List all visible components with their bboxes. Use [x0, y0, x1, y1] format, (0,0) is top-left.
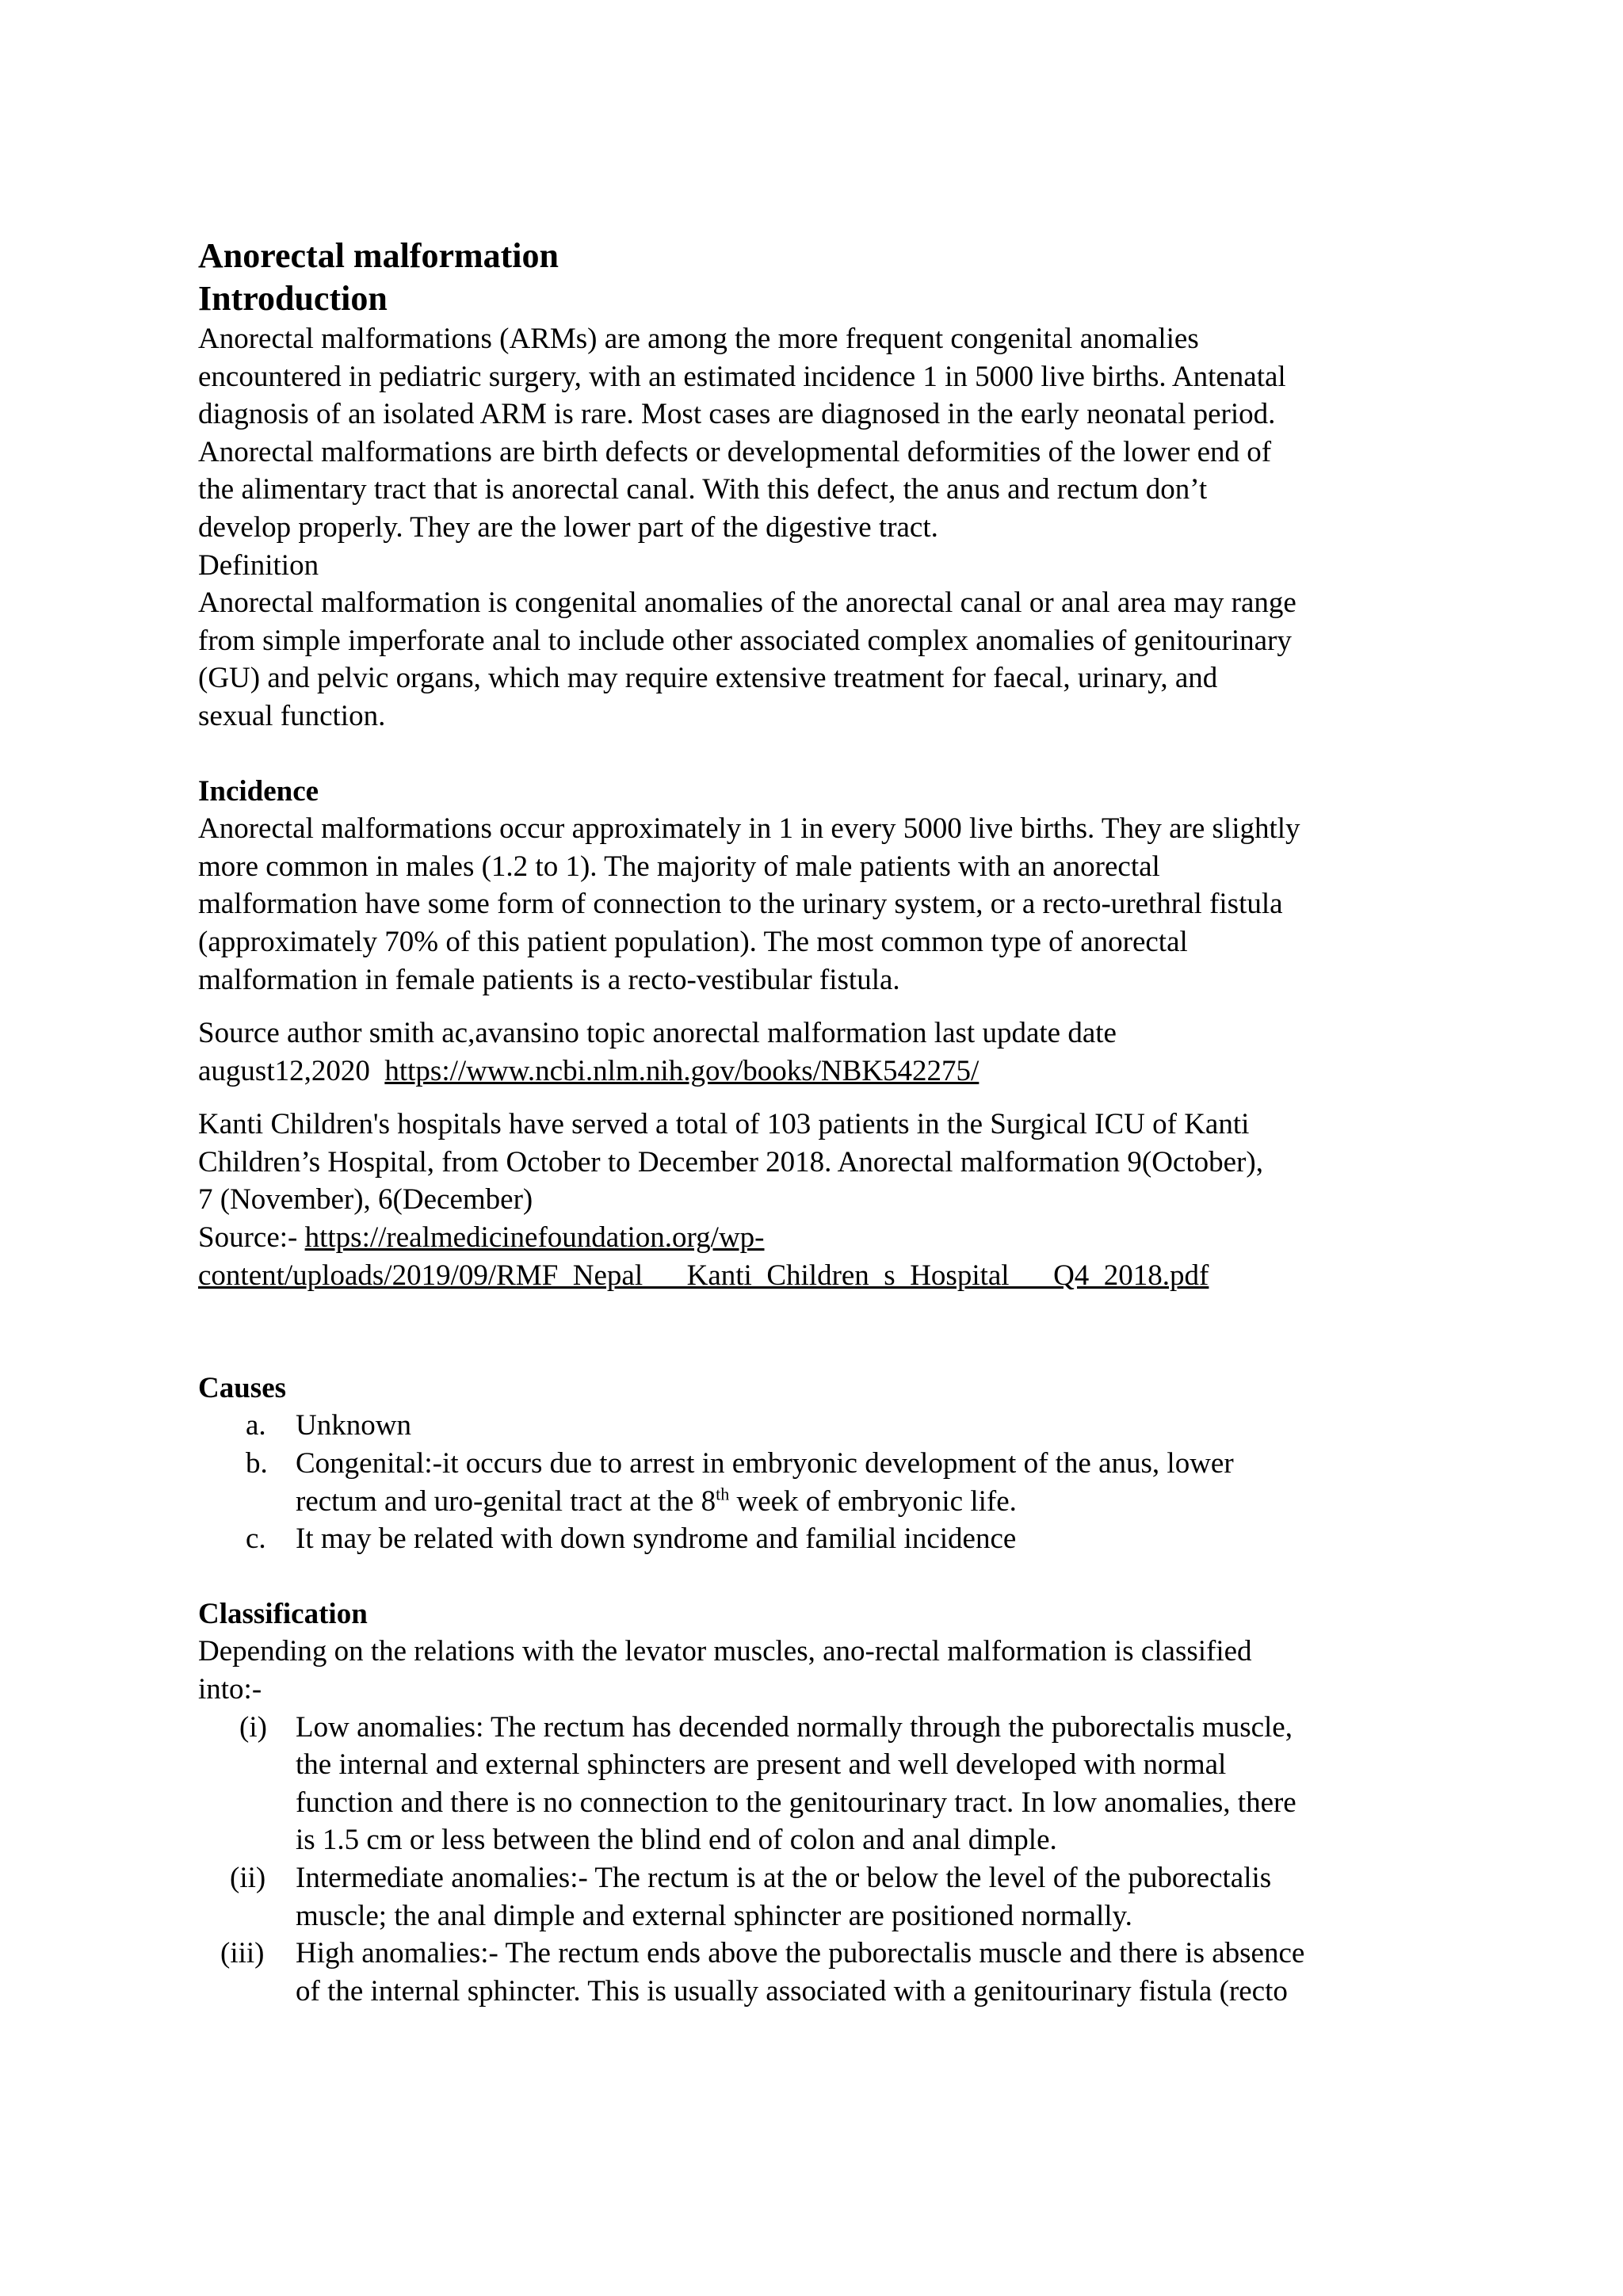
- text-line: Anorectal malformation is congenital anomalies of the anorectal canal or anal area may range: [198, 586, 1296, 620]
- list-item-text: rectum and uro-genital tract at the 8th week of embryonic life.: [296, 1484, 1017, 1518]
- list-item-text: the internal and external sphincters are present and well developed with normal: [296, 1748, 1227, 1782]
- rmf-link[interactable]: https://realmedicinefoundation.org/wp-: [304, 1221, 765, 1255]
- list-item-text: High anomalies:- The rectum ends above the puborectalis muscle and there is absence: [296, 1937, 1305, 1970]
- list-marker: b.: [246, 1447, 268, 1480]
- definition-paragraph: [198, 584, 1434, 735]
- text-line: malformation in female patients is a recto-vestibular fistula.: [198, 963, 900, 996]
- text-line: 7 (November), 6(December): [198, 1183, 533, 1217]
- text-line: Anorectal malformations (ARMs) are among the more frequent congenital anomalies: [198, 323, 1199, 355]
- list-item: [198, 1445, 1434, 1520]
- source-citation-ncbi: [198, 1014, 1434, 1090]
- incidence-heading: Incidence: [198, 775, 319, 808]
- list-marker: (i): [239, 1710, 267, 1744]
- text-line: [198, 1052, 1434, 1091]
- list-item-text: function and there is no connection to the genitourinary tract. In low anomalies, there: [296, 1786, 1296, 1819]
- list-marker: (ii): [230, 1861, 266, 1894]
- list-item: [198, 1709, 1434, 1859]
- superscript: th: [716, 1484, 730, 1504]
- list-marker: a.: [246, 1409, 266, 1442]
- introduction-paragraph: [198, 320, 1434, 547]
- list-item: [198, 1520, 1434, 1558]
- text-line: Kanti Children's hospitals have served a total of 103 patients in the Surgical ICU of Kanti: [198, 1108, 1250, 1141]
- text-line: Source author smith ac,avansino topic anorectal malformation last update date: [198, 1017, 1117, 1050]
- text-line: [198, 1219, 1434, 1257]
- causes-heading: Causes: [198, 1372, 287, 1405]
- text-line: (GU) and pelvic organs, which may require extensive treatment for faecal, urinary, and: [198, 662, 1218, 695]
- text-line: Anorectal malformations are birth defects or developmental deformities of the lower end of: [198, 435, 1272, 468]
- document-body: [198, 235, 1434, 2010]
- list-marker: (iii): [220, 1937, 265, 1970]
- text-line: the alimentary tract that is anorectal canal. With this defect, the anus and rectum don’t: [198, 473, 1208, 506]
- classification-list: [198, 1709, 1434, 2011]
- causes-list: [198, 1407, 1434, 1557]
- source-date: august12,2020: [198, 1054, 385, 1087]
- text-line: encountered in pediatric surgery, with an estimated incidence 1 in 5000 live births. Antenatal: [198, 360, 1286, 393]
- list-item: [198, 1935, 1434, 2010]
- list-item-text: It may be related with down syndrome and familial incidence: [296, 1522, 1017, 1556]
- text-line: Anorectal malformations occur approximately in 1 in every 5000 live births. They are slightly: [198, 812, 1300, 846]
- text-line: Depending on the relations with the levator muscles, ano-rectal malformation is classified: [198, 1635, 1252, 1668]
- ncbi-link[interactable]: https://www.ncbi.nlm.nih.gov/books/NBK542275/: [384, 1054, 980, 1087]
- list-item: [198, 1859, 1434, 1935]
- list-item-text: Intermediate anomalies:- The rectum is at the or below the level of the puborectalis: [296, 1861, 1272, 1894]
- definition-heading: Definition: [198, 548, 319, 582]
- list-item-text: is 1.5 cm or less between the blind end of colon and anal dimple.: [296, 1824, 1057, 1857]
- text-line: more common in males (1.2 to 1). The majority of male patients with an anorectal: [198, 850, 1160, 883]
- classification-heading: Classification: [198, 1598, 368, 1631]
- list-item-text: Low anomalies: The rectum has decended normally through the puborectalis muscle,: [296, 1710, 1293, 1744]
- introduction-heading: Introduction: [198, 279, 388, 318]
- text-line: (approximately 70% of this patient population). The most common type of anorectal: [198, 925, 1188, 958]
- text-line: into:-: [198, 1673, 262, 1706]
- list-item-text: Congenital:-it occurs due to arrest in embryonic development of the anus, lower: [296, 1447, 1234, 1480]
- text-line: [198, 1257, 1434, 1295]
- incidence-paragraph: [198, 810, 1434, 999]
- document-title: Anorectal malformation: [198, 236, 559, 275]
- kanti-paragraph: [198, 1106, 1434, 1294]
- rmf-link-continued[interactable]: content/uploads/2019/09/RMF_Nepal___Kanti_Children_s_Hospital___Q4_2018.pdf: [198, 1259, 1209, 1292]
- text-line: develop properly. They are the lower part of the digestive tract.: [198, 510, 938, 544]
- list-item-text: muscle; the anal dimple and external sphincter are positioned normally.: [296, 1899, 1132, 1932]
- list-marker: c.: [246, 1522, 266, 1556]
- text-line: Children’s Hospital, from October to December 2018. Anorectal malformation 9(October),: [198, 1145, 1263, 1179]
- list-item-text: Unknown: [296, 1409, 411, 1442]
- list-item: [198, 1407, 1434, 1445]
- list-item-text: of the internal sphincter. This is usually associated with a genitourinary fistula (recto: [296, 1974, 1288, 2008]
- text-line: from simple imperforate anal to include other associated complex anomalies of genitourinary: [198, 624, 1292, 657]
- text-line: sexual function.: [198, 699, 386, 732]
- text-line: diagnosis of an isolated ARM is rare. Most cases are diagnosed in the early neonatal period.: [198, 398, 1276, 431]
- source-label: Source:-: [198, 1221, 305, 1255]
- text-line: malformation have some form of connection to the urinary system, or a recto-urethral fistula: [198, 888, 1283, 921]
